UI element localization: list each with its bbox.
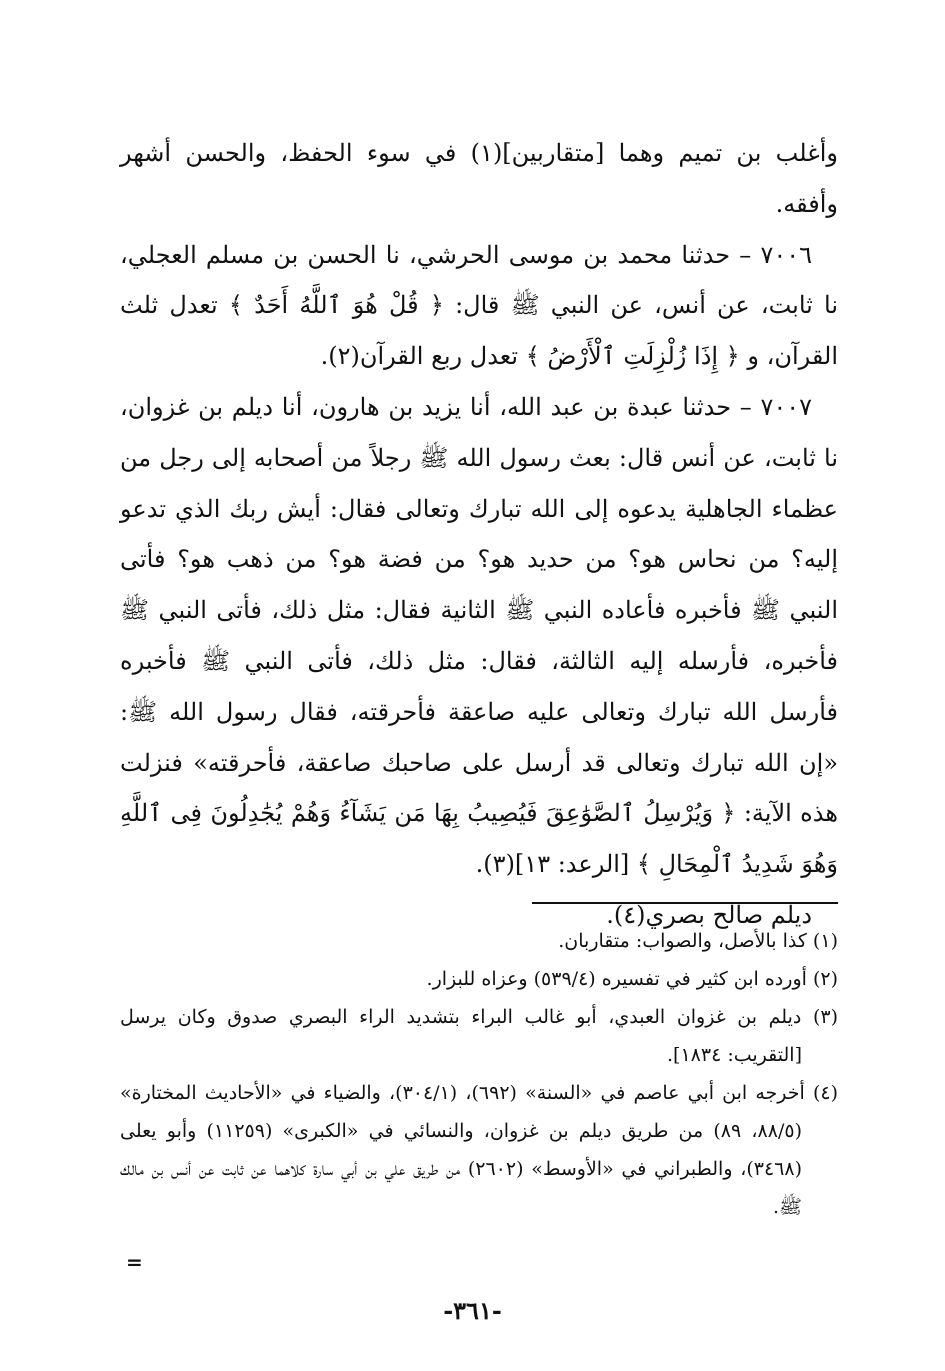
footnote-separator [532,902,838,904]
narrator-note: ديلم صالح بصري(٤). [606,900,812,929]
footnote-2: (٢) أورده ابن كثير في تفسيره (٥٣٩/٤) وعزاه للبزار. [426,968,838,990]
footnote-3: (٣) ديلم بن غزوان العبدي، أبو غالب البراء بتشديد الراء البصري صدوق وكان يرسل [التقريب: ١٨٣٤]. [120,1006,838,1066]
hadith-7006: ٧٠٠٦ – حدثنا محمد بن موسى الحرشي، نا الحسن بن مسلم العجلي، نا ثابت، عن أنس، عن النبي ﷺ قال: ﴿ قُلْ هُوَ ٱللَّهُ أَحَدٌ ﴾ تعدل ثلث القرآن، و ﴿ إِذَا زُلْزِلَتِ ٱلْأَرْضُ ﴾ تعدل ربع القرآن(٢). [120,240,838,371]
footnote-continuation-mark: = [126,1250,143,1274]
footnote-1: (١) كذا بالأصل، والصواب: متقاربان. [558,930,838,952]
footnotes [120,922,838,1226]
main-text [120,128,838,941]
footnote-4: (٤) أخرجه ابن أبي عاصم في «السنة» (٦٩٢)، (٣٠٤/١)، والضياء في «الأحاديث المختارة» (٨٨/٥، ٨٩) من طريق ديلم بن غزوان، والنسائي في «الكبرى» (١١٢٥٩) وأبو يعلى (٣٤٦٨)، والطبراني في «الأوسط» (٢٦٠٢) من طريق علي بن أبي سارة كلاهما عن ثابت عن أنس بن مالك ﷺ. [120,1082,839,1218]
paragraph-continuation: وأغلب بن تميم وهما [متقاربين](١) في سوء الحفظ، والحسن أشهر وأفقه. [120,139,838,218]
page-number: -٣٦١- [443,1296,502,1325]
hadith-7007: ٧٠٠٧ – حدثنا عبدة بن عبد الله، أنا يزيد بن هارون، أنا ديلم بن غزوان، نا ثابت، عن أنس قال: بعث رسول الله ﷺ رجلاً من أصحابه إلى رجل من عظماء الجاهلية يدعوه إلى الله تبارك وتعالى فقال: أيش ربك الذي تدعو إليه؟ من نحاس هو؟ من حديد هو؟ من فضة هو؟ من ذهب هو؟ فأتى النبي ﷺ فأخبره فأعاده النبي ﷺ الثانية فقال: مثل ذلك، فأتى النبي ﷺ فأخبره، فأرسله إليه الثالثة، فقال: مثل ذلك، فأتى النبي ﷺ فأخبره فأرسل الله تبارك وتعالى عليه صاعقة فأحرقته، فقال رسول الله ﷺ: «إن الله تبارك وتعالى قد أرسل على صاحبك صاعقة، فأحرقته» فنزلت هذه الآية: ﴿ وَيُرْسِلُ ٱلصَّوَٰعِقَ فَيُصِيبُ بِهَا مَن يَشَآءُ وَهُمْ يُجَٰدِلُونَ فِى ٱللَّهِ وَهُوَ شَدِيدُ ٱلْمِحَالِ ﴾ [الرعد: ١٣](٣). [120,392,838,879]
